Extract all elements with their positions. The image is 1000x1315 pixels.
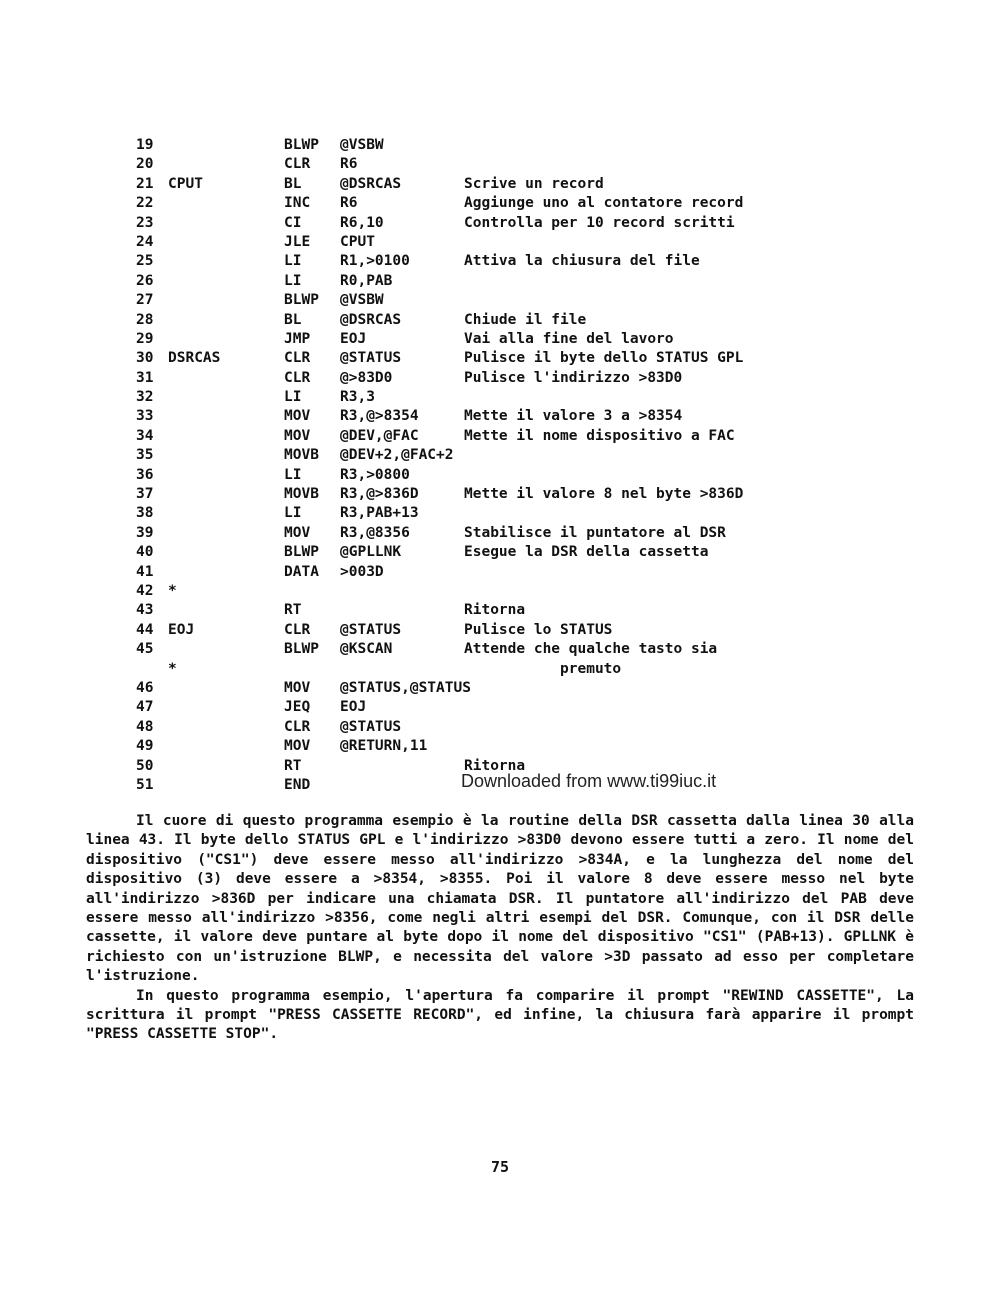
code-label: * (168, 582, 177, 599)
line-number: 46 (136, 679, 154, 696)
code-opcode: MOVB (284, 447, 319, 464)
code-comment: Aggiunge uno al contatore record (464, 195, 744, 212)
line-number: 22 (136, 195, 154, 212)
code-line (0, 349, 1000, 368)
code-operand: @VSBW (340, 292, 384, 309)
code-comment: Stabilisce il puntatore al DSR (464, 524, 726, 541)
code-comment: premuto (464, 660, 622, 677)
line-number: 35 (136, 447, 154, 464)
code-operand: @DEV,@FAC (340, 427, 419, 444)
line-number: 34 (136, 427, 154, 444)
line-number: 41 (136, 563, 154, 580)
code-opcode: CLR (284, 621, 311, 638)
code-line (0, 291, 1000, 310)
code-operand: @DSRCAS (340, 175, 402, 192)
code-line (0, 194, 1000, 213)
code-line (0, 504, 1000, 523)
line-number: 39 (136, 524, 154, 541)
code-label: DSRCAS (168, 350, 221, 367)
line-number: 48 (136, 718, 154, 735)
line-number: 37 (136, 486, 154, 503)
code-comment: Ritorna (464, 602, 526, 619)
code-operand: @DEV+2,@FAC+2 (340, 447, 454, 464)
code-listing (0, 136, 1000, 795)
code-operand: @KSCAN (340, 641, 393, 658)
code-line (0, 136, 1000, 155)
code-opcode: CLR (284, 369, 311, 386)
code-line (0, 272, 1000, 291)
code-opcode: RT (284, 602, 302, 619)
code-operand: R3,@8356 (340, 524, 410, 541)
code-comment: Controlla per 10 record scritti (464, 214, 735, 231)
code-operand: R6 (340, 195, 358, 212)
code-operand: EOJ (340, 699, 367, 716)
line-number: 25 (136, 253, 154, 270)
code-opcode: BLWP (284, 292, 319, 309)
line-number: 47 (136, 699, 154, 716)
line-number: 50 (136, 757, 154, 774)
code-line (0, 737, 1000, 756)
code-comment: Scrive un record (464, 175, 604, 192)
code-comment: Mette il nome dispositivo a FAC (464, 427, 735, 444)
code-line (0, 155, 1000, 174)
code-opcode: LI (284, 505, 302, 522)
code-opcode: RT (284, 757, 302, 774)
code-operand: R3,PAB+13 (340, 505, 419, 522)
code-comment: Attiva la chiusura del file (464, 253, 700, 270)
code-line (0, 330, 1000, 349)
code-opcode: CLR (284, 718, 311, 735)
line-number: 28 (136, 311, 154, 328)
line-number: 42 (136, 582, 154, 599)
line-number: 24 (136, 233, 154, 250)
code-operand: R6 (340, 156, 358, 173)
line-number: 26 (136, 272, 154, 289)
code-line (0, 660, 1000, 679)
code-operand: R6,10 (340, 214, 384, 231)
code-operand: @STATUS (340, 621, 402, 638)
body-text (86, 812, 914, 1045)
code-line (0, 718, 1000, 737)
code-line (0, 621, 1000, 640)
code-comment: Mette il valore 3 a >8354 (464, 408, 683, 425)
code-opcode: BLWP (284, 641, 319, 658)
line-number: 21 (136, 175, 154, 192)
code-opcode: INC (284, 195, 311, 212)
code-opcode: LI (284, 466, 302, 483)
code-opcode: BLWP (284, 137, 319, 153)
code-operand: R3,>0800 (340, 466, 410, 483)
code-opcode: CI (284, 214, 302, 231)
code-operand: R3,@>836D (340, 486, 419, 503)
code-operand: @VSBW (340, 137, 384, 153)
code-operand: @STATUS (340, 350, 402, 367)
code-line (0, 679, 1000, 698)
code-comment: Pulisce il byte dello STATUS GPL (464, 350, 744, 367)
line-number: 40 (136, 544, 154, 561)
line-number: 30 (136, 350, 154, 367)
line-number: 19 (136, 137, 154, 153)
code-line (0, 582, 1000, 601)
code-operand: @GPLLNK (340, 544, 402, 561)
code-operand: R3,@>8354 (340, 408, 419, 425)
code-opcode: JLE (284, 233, 311, 250)
code-operand: @>83D0 (340, 369, 393, 386)
code-operand: @STATUS (340, 718, 402, 735)
code-opcode: BL (284, 175, 302, 192)
line-number: 29 (136, 330, 154, 347)
code-line (0, 446, 1000, 465)
code-line (0, 369, 1000, 388)
code-opcode: LI (284, 389, 302, 406)
code-label: CPUT (168, 175, 203, 192)
code-operand: @RETURN,11 (340, 738, 428, 755)
code-opcode: END (284, 776, 311, 793)
line-number: 49 (136, 738, 154, 755)
code-opcode: MOV (284, 679, 311, 696)
code-opcode: MOV (284, 427, 311, 444)
paragraph: Il cuore di questo programma esempio è la routine della DSR cassetta dalla linea 30 alla linea 43. Il byte dello STATUS GPL e l'indirizzo >83D0 devono essere tutti a zero. Il nome del dispositivo ("CS1") deve essere messo all'indirizzo >834A, e la lunghezza del nome del dispositivo (3) deve essere a >8354, >8355. Poi il valore 8 deve essere messo nel byte all'indirizzo >836D per indicare una chiamata DSR. Il puntatore all'indirizzo del PAB deve essere messo all'indirizzo >8356, come negli altri esempi del DSR. Comunque, con il DSR delle cassette, il valore deve puntare al byte dopo il nome del dispositivo "CS1" (PAB+13). GPLLNK è richiesto con un'istruzione BLWP, e necessita del valore >3D passato ad esso per completare l'istruzione. (86, 813, 914, 985)
code-line (0, 698, 1000, 717)
code-line (0, 485, 1000, 504)
line-number: 36 (136, 466, 154, 483)
line-number: 45 (136, 641, 154, 658)
code-line (0, 427, 1000, 446)
code-line (0, 214, 1000, 233)
code-operand: R1,>0100 (340, 253, 410, 270)
code-comment: Vai alla fine del lavoro (464, 330, 674, 347)
code-line (0, 543, 1000, 562)
code-operand: @DSRCAS (340, 311, 402, 328)
code-opcode: DATA (284, 563, 319, 580)
line-number: 32 (136, 389, 154, 406)
code-opcode: BL (284, 311, 302, 328)
code-opcode: MOVB (284, 486, 319, 503)
code-comment: Pulisce lo STATUS (464, 621, 613, 638)
code-line (0, 311, 1000, 330)
page-number: 75 (490, 1158, 510, 1176)
line-number: 31 (136, 369, 154, 386)
code-line (0, 563, 1000, 582)
code-operand: EOJ (340, 330, 367, 347)
line-number: 23 (136, 214, 154, 231)
code-operand: @STATUS,@STATUS (340, 679, 471, 696)
code-line (0, 524, 1000, 543)
paragraph: In questo programma esempio, l'apertura fa comparire il prompt "REWIND CASSETTE", La scrittura il prompt "PRESS CASSETTE RECORD", ed infine, la chiusura farà apparire il prompt "PRESS CASSETTE STOP". (86, 987, 914, 1043)
code-operand: R3,3 (340, 389, 375, 406)
code-operand: CPUT (340, 233, 375, 250)
code-opcode: JMP (284, 330, 311, 347)
code-line (0, 388, 1000, 407)
code-opcode: JEQ (284, 699, 311, 716)
code-comment: Esegue la DSR della cassetta (464, 544, 709, 561)
line-number: 38 (136, 505, 154, 522)
code-line (0, 175, 1000, 194)
code-opcode: MOV (284, 408, 311, 425)
code-line (0, 640, 1000, 659)
code-opcode: CLR (284, 156, 311, 173)
code-comment: Mette il valore 8 nel byte >836D (464, 486, 744, 503)
line-number: 44 (136, 621, 154, 638)
code-opcode: LI (284, 253, 302, 270)
code-label: * (168, 660, 177, 677)
line-number: 43 (136, 602, 154, 619)
code-comment: Attende che qualche tasto sia (464, 641, 718, 658)
watermark-text: Downloaded from www.ti99iuc.it (461, 771, 717, 791)
code-opcode: MOV (284, 738, 311, 755)
code-opcode: CLR (284, 350, 311, 367)
code-line (0, 252, 1000, 271)
line-number: 51 (136, 776, 154, 793)
code-line (0, 601, 1000, 620)
code-line (0, 466, 1000, 485)
code-operand: R0,PAB (340, 272, 393, 289)
line-number: 20 (136, 156, 154, 173)
line-number: 27 (136, 292, 154, 309)
code-operand: >003D (340, 563, 384, 580)
code-opcode: BLWP (284, 544, 319, 561)
code-comment: Pulisce l'indirizzo >83D0 (464, 369, 683, 386)
code-opcode: MOV (284, 524, 311, 541)
code-line (0, 407, 1000, 426)
code-opcode: LI (284, 272, 302, 289)
code-comment: Ritorna (464, 757, 526, 774)
code-label: EOJ (168, 621, 195, 638)
code-comment: Chiude il file (464, 311, 587, 328)
line-number: 33 (136, 408, 154, 425)
code-line (0, 233, 1000, 252)
